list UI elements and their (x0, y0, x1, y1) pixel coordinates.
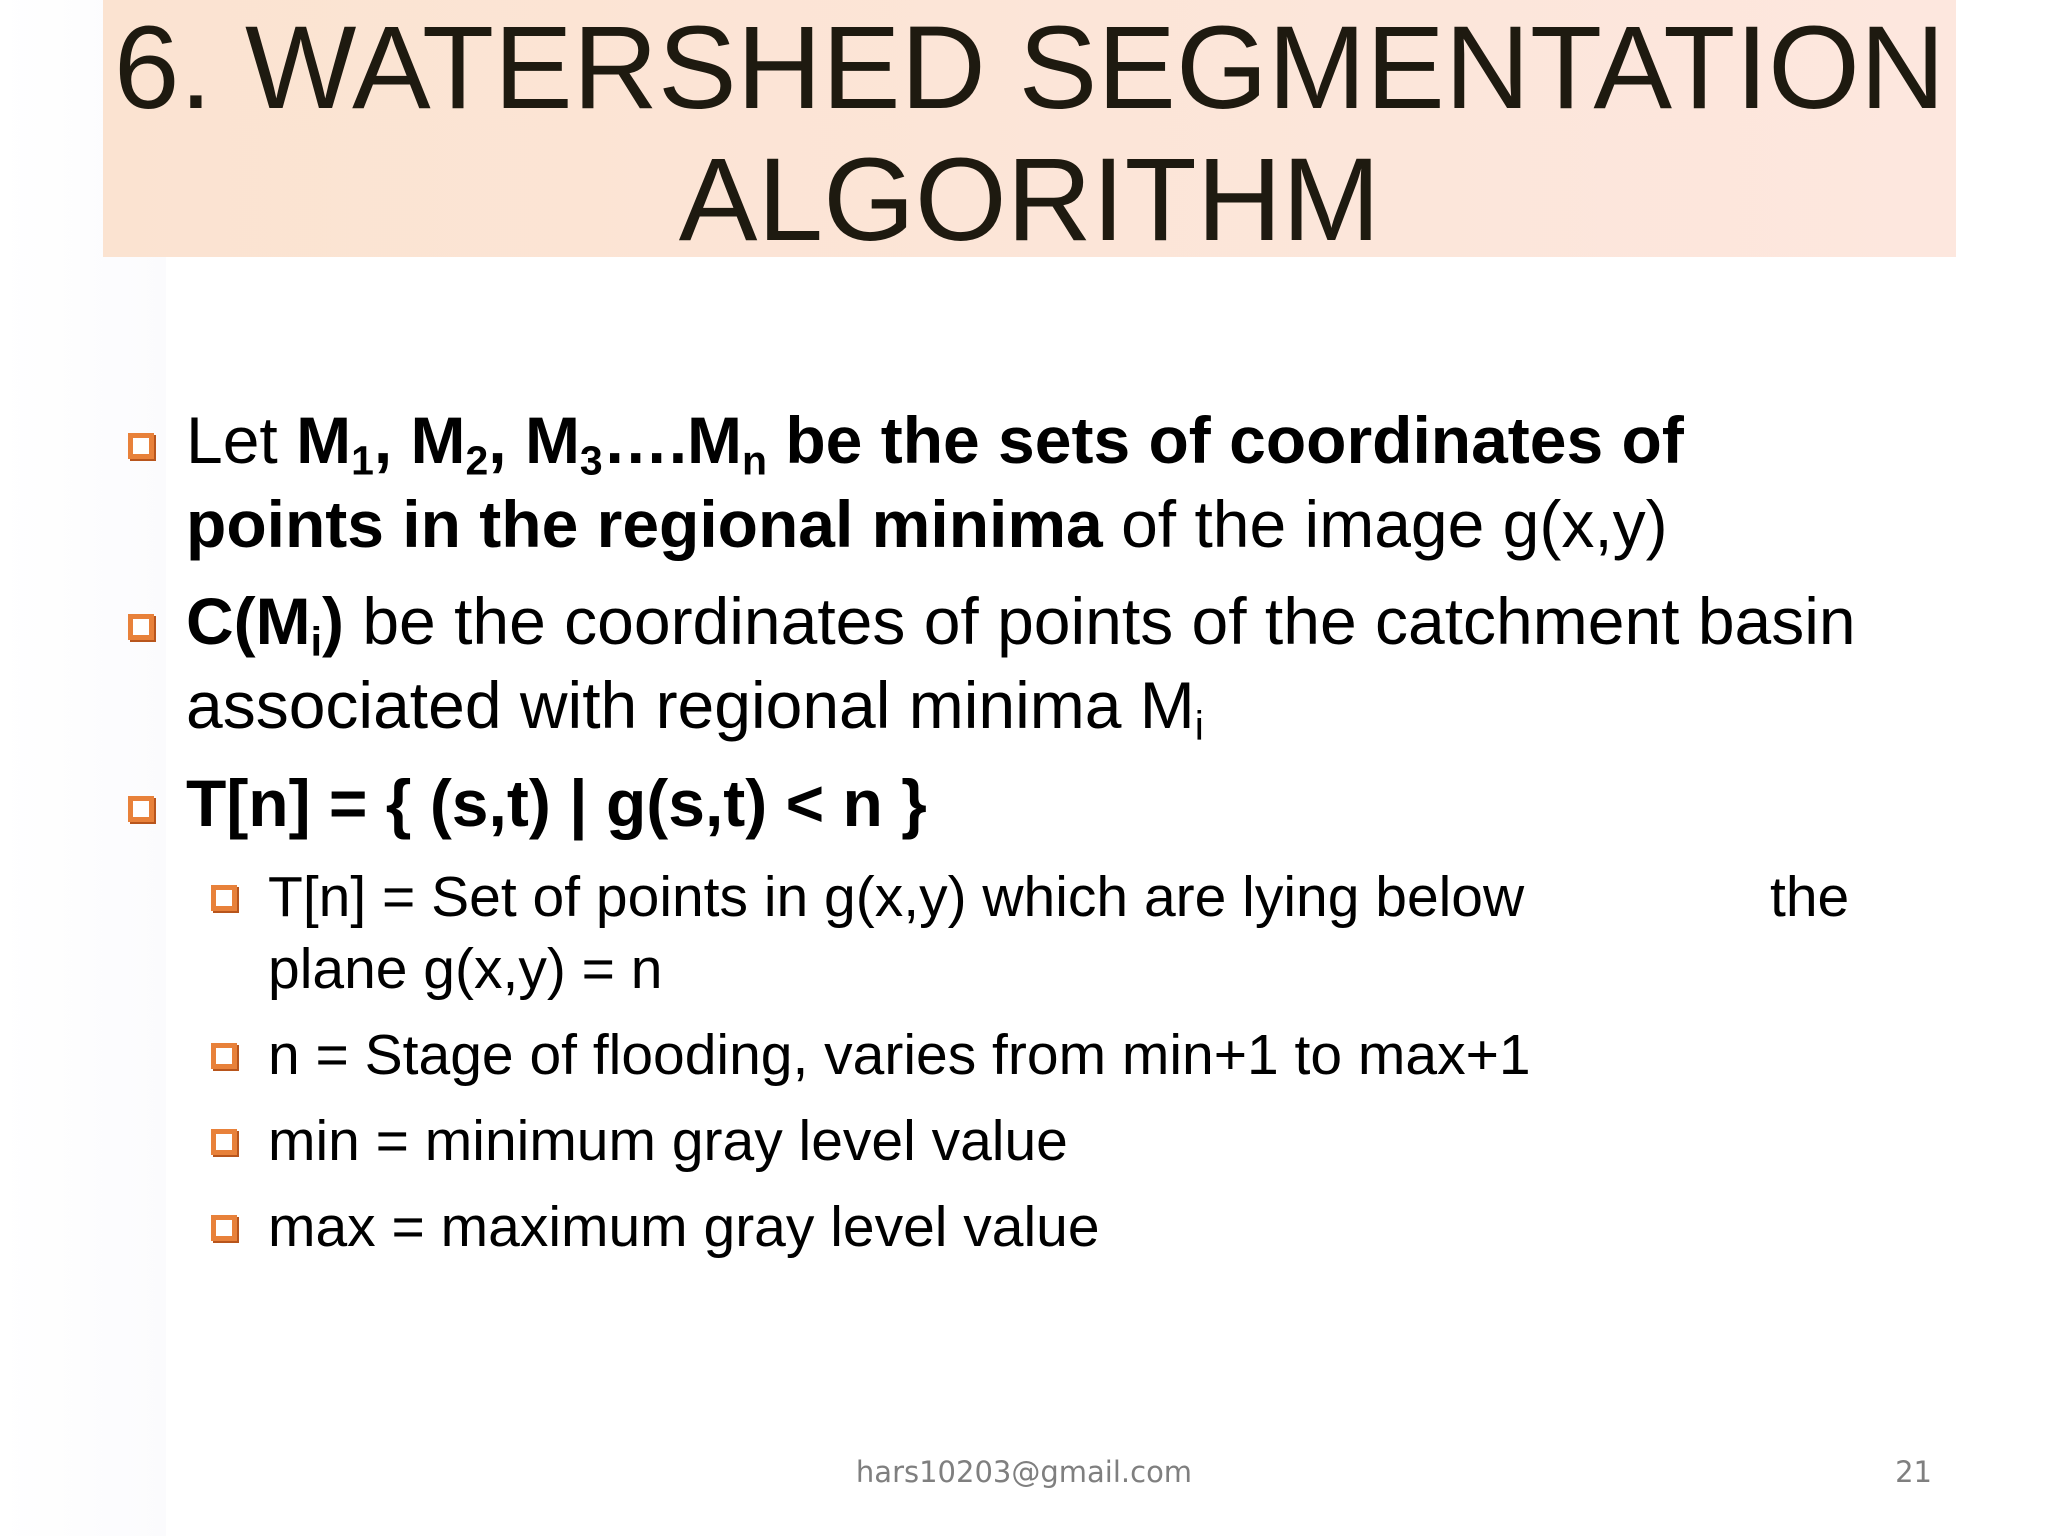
sub-1: 1 (351, 437, 374, 484)
bullet-box-icon (211, 1215, 237, 1241)
bullet-box-icon (211, 1129, 237, 1155)
text-of-image: of the image g(x,y) (1102, 487, 1668, 561)
text-m2: , M (373, 403, 466, 477)
text-plane: plane g(x,y) = n (268, 937, 663, 1001)
footer-email: hars10203@gmail.com (855, 1455, 1193, 1489)
bullet-box-icon (128, 614, 154, 640)
sub-3: 3 (579, 437, 603, 484)
sub-n: n (742, 437, 768, 484)
bullet-2-line-1 (186, 581, 1856, 665)
sub-i: i (310, 618, 322, 665)
text-m: M (296, 403, 352, 477)
sub-bullet-1-line-2 (268, 934, 662, 1004)
text-regional-minima: points in the regional minima (186, 487, 1103, 561)
text-catchment: be the coordinates of points of the catchment basin (343, 584, 1856, 658)
sub-bullet-3-line-1 (268, 1106, 1068, 1176)
sub-i: i (1194, 702, 1204, 749)
text-sets: be the sets of coordinates of (767, 403, 1684, 477)
sub-bullet-1-line-1-tail (1770, 862, 1849, 932)
bullet-box-icon (211, 1043, 237, 1069)
text-stage-of-flooding: n = Stage of flooding, varies from min+1 to max+1 (268, 1023, 1531, 1087)
bullet-box-icon (128, 796, 154, 822)
bullet-1-line-2 (186, 484, 1668, 564)
bullet-2-line-2 (186, 665, 1204, 749)
sub-2: 2 (465, 437, 489, 484)
text-min: min = minimum gray level value (268, 1109, 1068, 1173)
text-let: Let (186, 403, 297, 477)
text-m3: , M (488, 403, 580, 477)
bullet-box-icon (211, 885, 237, 911)
bullet-3-line-1 (186, 763, 927, 843)
sub-bullet-1-line-1 (268, 862, 1524, 932)
text-mn: ….M (602, 403, 743, 477)
text-max: max = maximum gray level value (268, 1195, 1100, 1259)
bullet-box-icon (128, 433, 154, 459)
text-tn-set: T[n] = Set of points in g(x,y) which are lying below (268, 865, 1525, 929)
sub-bullet-4-line-1 (268, 1192, 1100, 1262)
text-associated: associated with regional minima M (186, 668, 1195, 742)
title-line-1: 6. WATERSHED SEGMENTATION (113, 2, 1946, 134)
text-tn-formula: T[n] = { (s,t) | g(s,t) < n } (186, 766, 927, 840)
page-number: 21 (1895, 1455, 1932, 1489)
title-line-2: ALGORITHM (678, 134, 1381, 266)
sub-bullet-2-line-1 (268, 1020, 1531, 1090)
text-paren: ) (322, 584, 344, 658)
bullet-1-line-1 (186, 400, 1684, 484)
text-cm: C(M (186, 584, 311, 658)
text-the: the (1770, 865, 1850, 929)
